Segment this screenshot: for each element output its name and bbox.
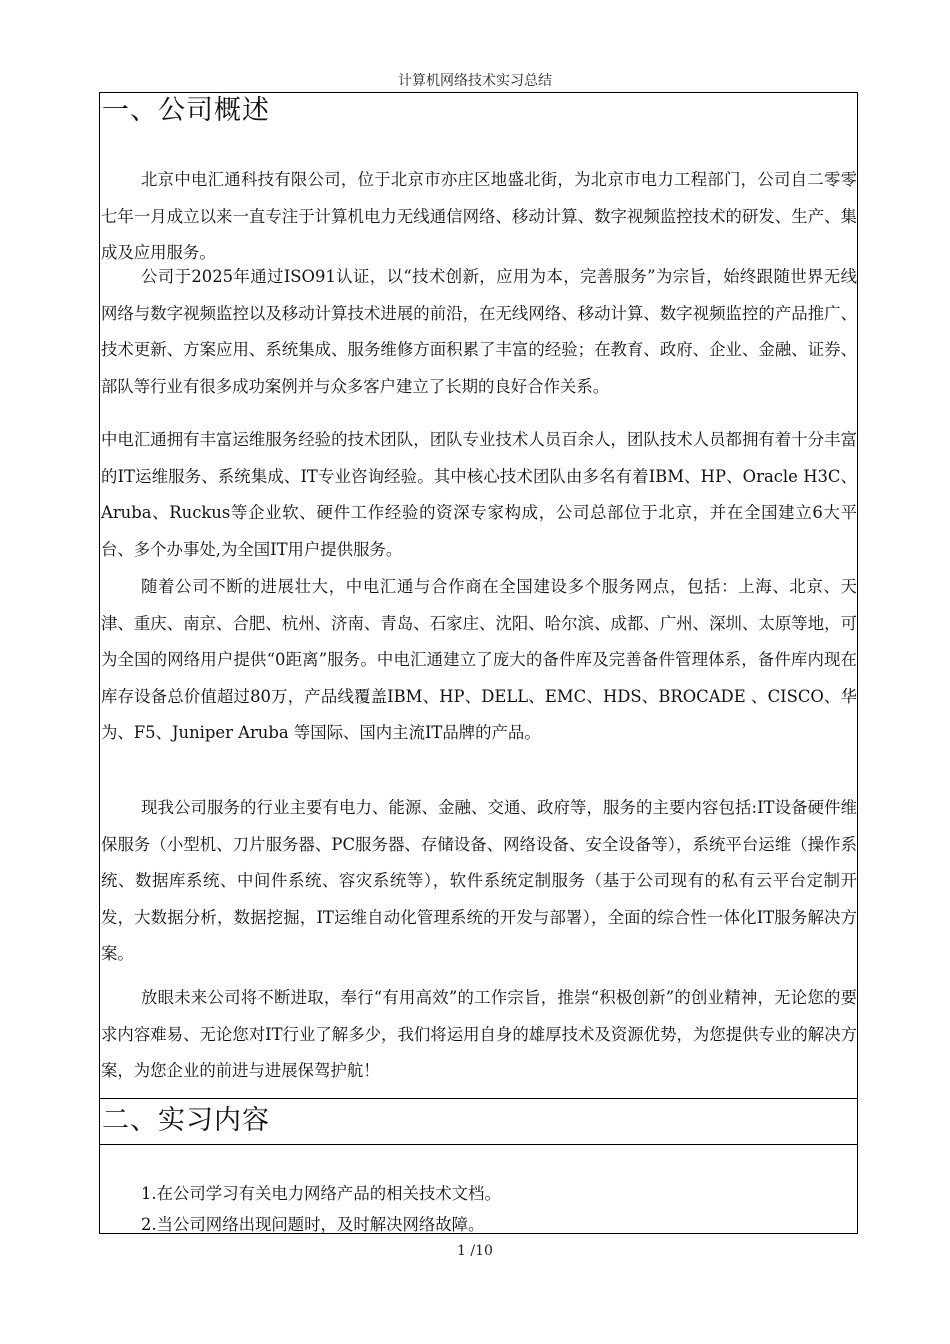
paragraph-service-network: 随着公司不断的进展壮大，中电汇通与合作商在全国建设多个服务网点，包括：上海、北京、天津、重庆、南京、合肥、杭州、济南、青岛、石家庄、沈阳、哈尔滨、成都、广州、深圳、太原等地，可为全国的网络用户提供“0距离”服务。中电汇通建立了庞大的备件库及完善备件管理体系，备件库内现在库存设备总价值超过80万，产品线覆盖IBM、HP、DELL、EMC、HDS、BROCADE 、CISCO、华为、F5、Juniper Aruba 等国际、国内主流IT品牌的产品。 (101, 577, 857, 743)
running-header: 计算机网络技术实习总结 (398, 73, 552, 89)
list-item-study-docs: 1.在公司学习有关电力网络产品的相关技术文档。 (141, 1184, 501, 1203)
paragraph-tech-team: 中电汇通拥有丰富运维服务经验的技术团队，团队专业技术人员百余人，团队技术人员都拥有着十分丰富的IT运维服务、系统集成、IT专业咨询经验。其中核心技术团队由多名有着IBM、HP、Oracle H3C、Aruba、Ruckus等企业软、硬件工作经验的资深专家构成，公司总部位于北京，并在全国建立6大平台、多个办事处,为全国IT用户提供服务。 (101, 430, 857, 559)
paragraph-future-outlook: 放眼未来公司将不断进取，奉行“有用高效”的工作宗旨，推崇“积极创新”的创业精神，无论您的要求内容难易、无论您对IT行业了解多少，我们将运用自身的雄厚技术及资源优势，为您提供专业的解决方案，为您企业的前进与进展保驾护航！ (101, 988, 857, 1081)
section-title-company-overview: 一、公司概述 (102, 95, 270, 126)
section-divider-top (99, 1098, 858, 1099)
page-number: 1 /10 (457, 1243, 493, 1259)
section-title-internship-content: 二、实习内容 (102, 1105, 270, 1136)
paragraph-certification: 公司于2025年通过ISO91认证，以“技术创新，应用为本，完善服务”为宗旨，始终跟随世界无线网络与数字视频监控以及移动计算技术进展的前沿，在无线网络、移动计算、数字视频监控的产品推广、技术更新、方案应用、系统集成、服务维修方面积累了丰富的经验；在教育、政府、企业、金融、证券、部队等行业有很多成功案例并与众多客户建立了长期的良好合作关系。 (101, 267, 857, 396)
paragraph-service-scope: 现我公司服务的行业主要有电力、能源、金融、交通、政府等，服务的主要内容包括:IT设备硬件维保服务（小型机、刀片服务器、PC服务器、存储设备、网络设备、安全设备等），系统平台运维（操作系统、数据库系统、中间件系统、容灾系统等），软件系统定制服务（基于公司现有的私有云平台定制开发，大数据分析，数据挖掘，IT运维自动化管理系统的开发与部署），全面的综合性一体化IT服务解决方案。 (101, 798, 857, 964)
paragraph-company-intro: 北京中电汇通科技有限公司，位于北京市亦庄区地盛北街，为北京市电力工程部门，公司自二零零七年一月成立以来一直专注于计算机电力无线通信网络、移动计算、数字视频监控技术的研发、生产、集成及应用服务。 (101, 170, 857, 263)
section-divider-bottom (99, 1144, 858, 1145)
list-item-fix-network: 2.当公司网络出现问题时，及时解决网络故障。 (141, 1215, 485, 1234)
